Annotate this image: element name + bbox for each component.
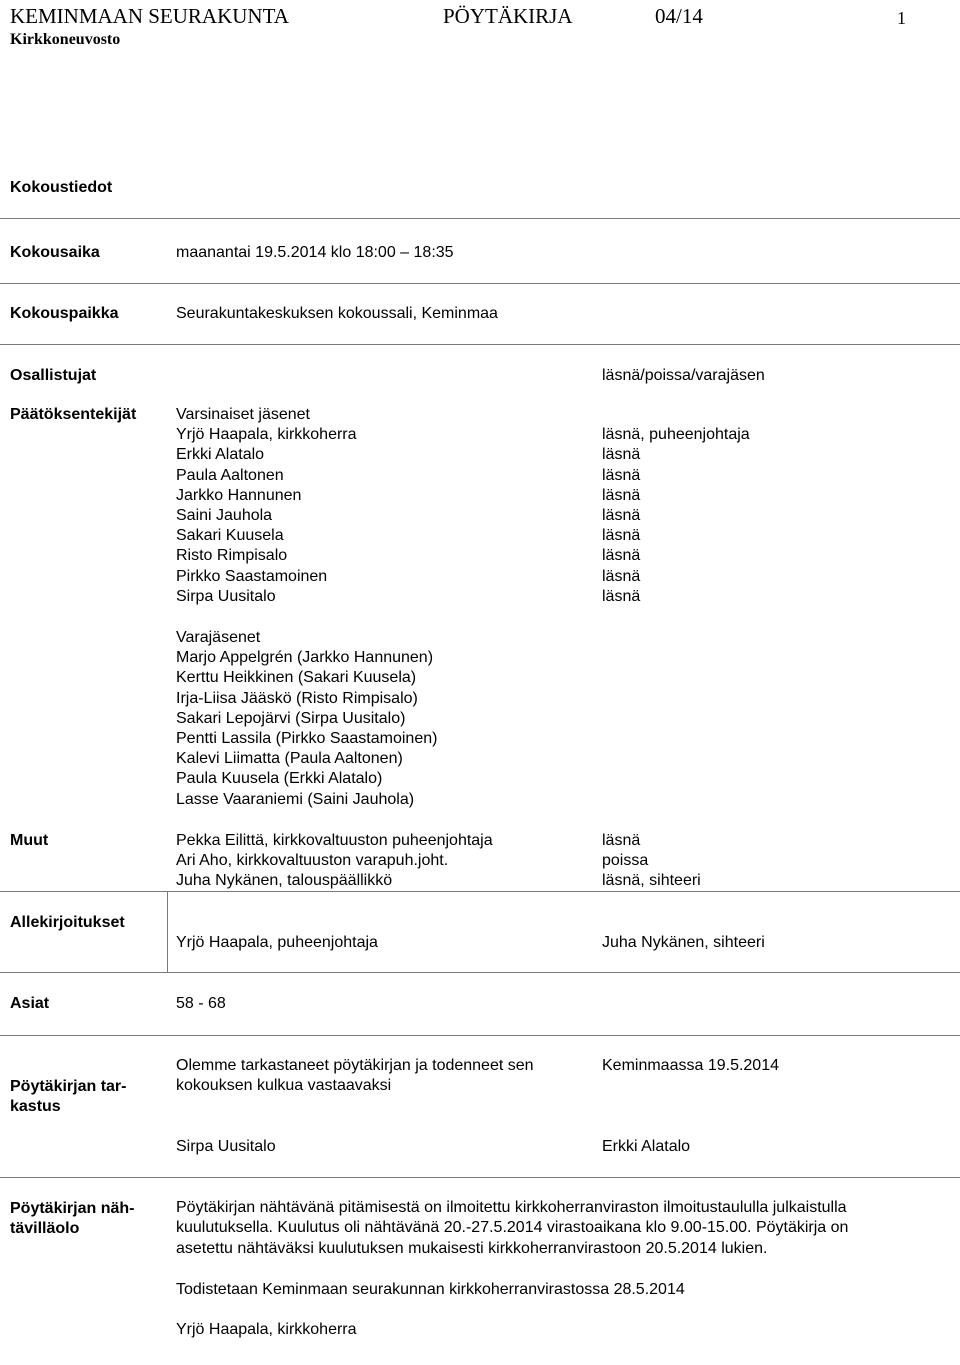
deputy-name: Irja-Liisa Jääskö (Risto Rimpisalo): [176, 689, 418, 707]
others-status-list: [602, 831, 701, 892]
member-name: Risto Rimpisalo: [176, 547, 288, 565]
reviewer-signature: Sirpa Uusitalo: [176, 1138, 276, 1155]
display-paragraph-line: asetettu nähtäväksi kuulutuksen mukaisesti kirkkoherranvirastoon 20.5.2014 lukien.: [176, 1239, 768, 1257]
deputy-name: Paula Kuusela (Erkki Alatalo): [176, 770, 383, 788]
display-paragraph-line: Pöytäkirjan nähtävänä pitämisestä on ilmoitettu kirkkoherranviraston ilmoitustaululla julkaistulla: [176, 1199, 847, 1216]
reviewer-signature: Erkki Alatalo: [602, 1138, 691, 1155]
doc-number: 04/14: [655, 4, 703, 28]
deputy-members-list: [176, 628, 437, 810]
display-paragraph: [176, 1198, 848, 1259]
divider: [0, 344, 960, 345]
member-name: Paula Aaltonen: [176, 466, 284, 484]
member-status: läsnä: [602, 507, 641, 524]
meeting-place-value: Seurakuntakeskuksen kokoussali, Keminmaa: [176, 305, 498, 322]
member-name: Sakari Kuusela: [176, 527, 284, 545]
divider: [0, 218, 960, 219]
member-name: Erkki Alatalo: [176, 446, 265, 464]
member-status: läsnä: [602, 547, 641, 565]
decision-makers-label: Päätöksentekijät: [10, 406, 137, 423]
display-label-line2: tävilläolo: [10, 1220, 80, 1237]
member-name: Yrjö Haapala, kirkkoherra: [176, 426, 357, 444]
review-label-line2: kastus: [10, 1098, 61, 1115]
governing-body: Kirkkoneuvosto: [10, 31, 121, 48]
others-list: [176, 831, 493, 892]
member-name: Pirkko Saastamoinen: [176, 567, 328, 585]
deputy-name: Lasse Vaaraniemi (Saini Jauhola): [176, 790, 415, 808]
regular-members-title: Varsinaiset jäsenet: [176, 406, 310, 423]
meeting-place-label: Kokouspaikka: [10, 305, 119, 322]
certification-text: Todistetaan Keminmaan seurakunnan kirkkoherranvirastossa 28.5.2014: [176, 1281, 685, 1298]
member-name: Sirpa Uusitalo: [176, 587, 276, 605]
divider: [0, 972, 960, 973]
review-place-date: Keminmaassa 19.5.2014: [602, 1057, 779, 1074]
certifier-signature: Yrjö Haapala, kirkkoherra: [176, 1321, 357, 1338]
items-label: Asiat: [10, 995, 50, 1012]
member-status: läsnä: [602, 466, 641, 484]
display-label-line1: Pöytäkirjan näh-: [10, 1200, 135, 1217]
review-label-line1: Pöytäkirjan tar-: [10, 1078, 127, 1095]
meeting-time-label: Kokousaika: [10, 244, 100, 261]
other-status: läsnä: [602, 832, 641, 849]
meeting-time-value: maanantai 19.5.2014 klo 18:00 – 18:35: [176, 244, 454, 261]
review-statement-line2: kokouksen kulkua vastaavaksi: [176, 1077, 392, 1094]
divider: [0, 283, 960, 284]
other-status: läsnä, sihteeri: [602, 872, 701, 890]
signatures-label: Allekirjoitukset: [10, 914, 125, 931]
section-title-meeting-info: Kokoustiedot: [10, 179, 113, 196]
other-name: Pekka Eilittä, kirkkovaltuuston puheenjohtaja: [176, 832, 493, 849]
regular-members-list: [176, 405, 357, 607]
deputy-name: Pentti Lassila (Pirkko Saastamoinen): [176, 730, 438, 748]
deputy-name: Kerttu Heikkinen (Sakari Kuusela): [176, 669, 417, 687]
divider: [167, 891, 168, 972]
page-number: 1: [897, 8, 906, 28]
member-status: läsnä: [602, 587, 641, 605]
divider: [0, 1177, 960, 1178]
member-status-list: [602, 425, 750, 607]
member-status: läsnä: [602, 486, 641, 504]
other-status: poissa: [602, 852, 649, 870]
member-status: läsnä: [602, 527, 641, 545]
chair-signature: Yrjö Haapala, puheenjohtaja: [176, 934, 378, 951]
member-status: läsnä: [602, 446, 641, 464]
others-label: Muut: [10, 832, 49, 849]
other-name: Juha Nykänen, talouspäällikkö: [176, 872, 393, 890]
deputy-name: Marjo Appelgrén (Jarkko Hannunen): [176, 649, 434, 667]
deputy-members-title: Varajäsenet: [176, 629, 261, 646]
items-value: 58 - 68: [176, 995, 226, 1012]
member-name: Saini Jauhola: [176, 507, 273, 525]
deputy-name: Kalevi Liimatta (Paula Aaltonen): [176, 750, 403, 768]
secretary-signature: Juha Nykänen, sihteeri: [602, 934, 765, 951]
divider: [0, 1035, 960, 1036]
deputy-name: Sakari Lepojärvi (Sirpa Uusitalo): [176, 709, 406, 727]
org-name: KEMINMAAN SEURAKUNTA: [10, 4, 289, 28]
member-status: läsnä: [602, 567, 641, 585]
doc-type: PÖYTÄKIRJA: [443, 4, 573, 28]
participants-label: Osallistujat: [10, 367, 97, 384]
display-paragraph-line: kuulutuksella. Kuulutus oli nähtävänä 20.-27.5.2014 virastoaikana klo 9.00-15.00. Pöytäkirja on: [176, 1219, 849, 1237]
divider: [0, 891, 960, 892]
review-statement-line1: Olemme tarkastaneet pöytäkirjan ja todenneet sen: [176, 1057, 534, 1074]
status-column-header: läsnä/poissa/varajäsen: [602, 367, 765, 384]
other-name: Ari Aho, kirkkovaltuuston varapuh.joht.: [176, 852, 449, 870]
member-status: läsnä, puheenjohtaja: [602, 426, 750, 444]
member-name: Jarkko Hannunen: [176, 486, 302, 504]
